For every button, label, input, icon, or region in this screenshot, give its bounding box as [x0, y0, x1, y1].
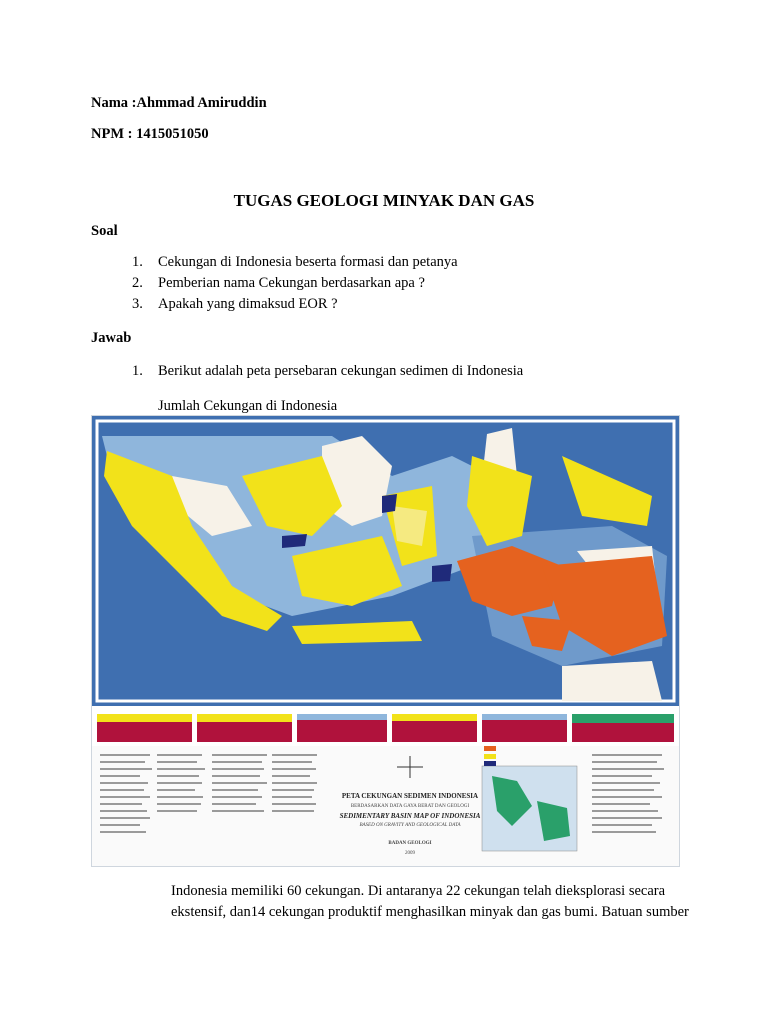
page-title: TUGAS GEOLOGI MINYAK DAN GAS	[233, 191, 535, 210]
student-name: Nama :Ahmmad Amiruddin	[91, 95, 267, 111]
map-basin-navy-1	[282, 534, 307, 548]
section-4-top	[392, 714, 477, 721]
soal-item-number: 1.	[132, 254, 143, 270]
section-6-top	[572, 714, 674, 723]
section-3-top	[297, 714, 387, 720]
jawab-item-number: 1.	[132, 363, 143, 379]
map-basin-navy-2	[382, 494, 397, 513]
map-basin-navy-3	[432, 564, 452, 582]
jawab-subheading: Jumlah Cekungan di Indonesia	[158, 398, 338, 414]
jawab-item-text: Berikut adalah peta persebaran cekungan sedimen di Indonesia	[158, 363, 524, 379]
map-year: 2009	[405, 851, 415, 856]
cross-sections	[97, 714, 674, 742]
legend-swatch-orange	[484, 746, 496, 751]
section-1-top	[97, 714, 192, 722]
student-npm: NPM : 1415051050	[91, 126, 209, 142]
paragraph-line-1: Indonesia memiliki 60 cekungan. Di antaranya 22 cekungan telah dieksplorasi secara	[171, 883, 666, 899]
section-5-top	[482, 714, 567, 720]
map-publisher: BADAN GEOLOGI	[388, 841, 432, 846]
basin-map-image	[92, 416, 679, 866]
soal-item-number: 2.	[132, 275, 143, 291]
soal-item-number: 3.	[132, 296, 143, 312]
soal-item-text: Pemberian nama Cekungan berdasarkan apa ?	[158, 275, 425, 291]
legend-swatch-yellow	[484, 754, 496, 759]
map-subtitle: BERDASARKAN DATA GAYA BERAT DAN GEOLOGI	[350, 804, 470, 809]
map-land-australia	[562, 661, 662, 701]
soal-item-text: Cekungan di Indonesia beserta formasi dan petanya	[158, 254, 458, 270]
soal-item-text: Apakah yang dimaksud EOR ?	[158, 296, 338, 312]
map-subtitle-en: BASED ON GRAVITY AND GEOLOGICAL DATA	[359, 823, 461, 828]
soal-heading: Soal	[91, 223, 118, 239]
map-title-en: SEDIMENTARY BASIN MAP OF INDONESIA	[339, 812, 481, 820]
paragraph-line-2: ekstensif, dan14 cekungan produktif menghasilkan minyak dan gas bumi. Batuan sumber	[171, 904, 689, 920]
basin-map-figure	[91, 415, 680, 867]
jawab-heading: Jawab	[91, 330, 132, 346]
map-title: PETA CEKUNGAN SEDIMEN INDONESIA	[341, 792, 479, 800]
section-2-top	[197, 714, 292, 722]
map-land-kalimantan	[392, 506, 427, 546]
legend-swatch-navy	[484, 761, 496, 766]
